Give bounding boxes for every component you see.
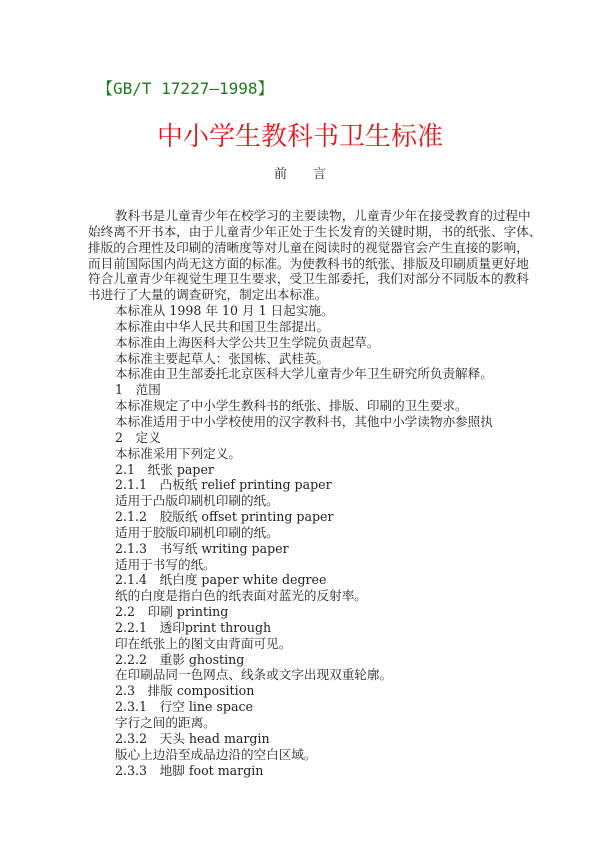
text-line: 2.2.1 透印print through (115, 619, 272, 635)
text-line: 2.3.2 天头 head margin (115, 730, 270, 746)
text-line: 本标准由中华人民共和国卫生部提出。 (115, 318, 330, 334)
text-line: 适用于凸版印刷机印刷的纸。 (115, 493, 279, 509)
text-line: 本标准规定了中小学生教科书的纸张、排版、印刷的卫生要求。 (115, 398, 468, 414)
preface-heading: 前 言 (273, 167, 326, 182)
text-line: 2.2.2 重影 ghosting (115, 651, 245, 667)
text-line: 在印刷品同一色网点、线条或文字出现双重轮廓。 (115, 667, 393, 683)
document-body (88, 208, 542, 778)
text-line: 纸的白度是指白色的纸表面对蓝光的反射率。 (115, 588, 367, 604)
intro-line: 而目前国际国内尚无这方面的标准。为使教科书的纸张、排版及印刷质量更好地 (88, 255, 529, 271)
text-line: 适用于胶版印刷机印刷的纸。 (115, 524, 279, 540)
text-line: 本标准适用于中小学校使用的汉字教科书，其他中小学读物亦参照执 (115, 413, 493, 429)
text-line: 2.3.1 行空 line space (115, 699, 253, 715)
text-line: 印在纸张上的图文由背面可见。 (115, 635, 292, 651)
text-line: 1 范围 (115, 382, 161, 398)
intro-line: 排版的合理性及印刷的清晰度等对儿童在阅读时的视觉器官会产生直接的影响， (88, 239, 529, 255)
text-line: 2.3 排版 composition (115, 683, 255, 699)
text-line: 适用于书写的纸。 (115, 556, 216, 572)
text-line: 2.1.1 凸板纸 relief printing paper (115, 477, 332, 493)
text-line: 2.1.4 纸白度 paper white degree (115, 572, 327, 588)
text-line: 2.3.3 地脚 foot margin (115, 762, 264, 778)
text-line: 2.1.3 书写纸 writing paper (115, 540, 289, 556)
text-line: 2.1 纸张 paper (115, 461, 214, 477)
intro-line: 教科书是儿童青少年在校学习的主要读物，儿童青少年在接受教育的过程中 (115, 208, 531, 223)
intro-line: 符合儿童青少年视觉生理卫生要求，受卫生部委托，我们对部分不同版本的教科 (88, 271, 529, 287)
text-line: 2 定义 (115, 429, 161, 445)
intro-line: 始终离不开书本，由于儿童青少年正处于生长发育的关键时期，书的纸张、字体、 (88, 223, 542, 239)
intro-line: 书进行了大量的调查研究，制定出本标准。 (88, 287, 328, 303)
standard-code: 【GB/T 17227—1998】 (97, 79, 274, 98)
text-line: 本标准采用下列定义。 (115, 445, 241, 461)
text-line: 2.1.2 胶版纸 offset printing paper (115, 509, 334, 525)
text-line: 字行之间的距离。 (115, 715, 216, 730)
document-title: 中小学生教科书卫生标准 (156, 122, 443, 152)
text-line: 本标准从 1998 年 10 月 1 日起实施。 (115, 303, 334, 319)
text-line: 本标准主要起草人：张国栋、武桂英。 (115, 350, 330, 366)
text-line: 版心上边沿至成品边沿的空白区域。 (115, 746, 317, 762)
text-line: 本标准由卫生部委托北京医科大学儿童青少年卫生研究所负责解释。 (115, 366, 493, 382)
text-line: 本标准由上海医科大学公共卫生学院负责起草。 (115, 334, 380, 350)
text-line: 2.2 印刷 printing (115, 604, 229, 620)
body-lines (88, 303, 528, 778)
intro-paragraph (88, 208, 542, 303)
